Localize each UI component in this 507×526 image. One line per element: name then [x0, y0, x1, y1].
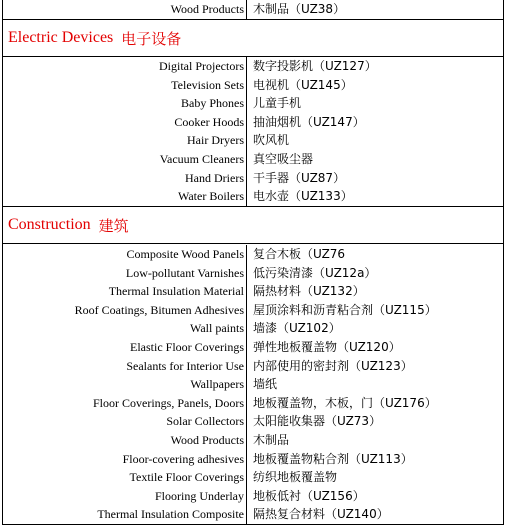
product-cn: 墙漆（UZ102）: [253, 321, 341, 336]
product-en: Hand Driers: [2, 169, 247, 188]
product-cn: 木制品: [253, 433, 290, 447]
product-cn: 弹性地板覆盖物（UZ120）: [253, 340, 401, 354]
product-cn: 电视机（UZ145）: [253, 77, 353, 92]
product-cn: 真空吸尘器: [253, 152, 314, 166]
product-en: Wall paints: [2, 319, 247, 338]
table-row: [2, 57, 504, 76]
product-cn: 地板覆盖物，木板，门（UZ176）: [253, 395, 437, 410]
product-cn: 墙纸: [253, 377, 278, 392]
product-cn: 数字投影机（UZ127）: [253, 59, 377, 73]
product-cn: 儿童手机: [253, 96, 302, 111]
table-row: [2, 113, 504, 132]
table-row: [2, 282, 504, 301]
table-row: [2, 76, 504, 95]
product-en: Roof Coatings, Bitumen Adhesives: [2, 301, 247, 320]
product-en: Thermal Insulation Composite: [2, 505, 247, 524]
product-en: Television Sets: [2, 76, 247, 95]
table-row: [2, 487, 504, 506]
table-row: [2, 187, 504, 206]
product-en: Cooker Hoods: [2, 113, 247, 132]
product-en: Elastic Floor Coverings: [2, 338, 247, 357]
table-row: [2, 431, 504, 450]
table-row: [2, 338, 504, 357]
product-cn: 复合木板（UZ76: [253, 247, 346, 261]
product-cn: 木制品（UZ38）: [253, 2, 346, 16]
product-en: Hair Dryers: [2, 131, 247, 150]
product-cn: 吹风机: [253, 133, 290, 148]
product-cn: 隔热复合材料（UZ140）: [253, 507, 389, 522]
product-cn: 地板低衬（UZ156）: [253, 488, 365, 503]
product-en: Vacuum Cleaners: [2, 150, 247, 169]
table-row: [2, 150, 504, 169]
product-en: Digital Projectors: [2, 57, 247, 76]
product-en: Solar Collectors: [2, 412, 247, 431]
product-en: Wallpapers: [2, 375, 247, 394]
product-cn: 干手器（UZ87）: [253, 170, 346, 185]
product-cn: 抽油烟机（UZ147）: [253, 114, 365, 129]
table-row: [2, 0, 504, 19]
product-en: Floor Coverings, Panels, Doors: [2, 394, 247, 413]
product-en: Water Boilers: [2, 187, 247, 206]
product-cn: 低污染清漆（UZ12a）: [253, 265, 377, 280]
section-title-cn: 建筑: [98, 216, 129, 235]
table-row: [2, 245, 504, 264]
product-cn: 电水壶（UZ133）: [253, 189, 353, 204]
product-cn: 屋顶涂料和沥青粘合剂（UZ115）: [253, 302, 437, 317]
product-en: Textile Floor Coverings: [2, 468, 247, 487]
section-header-electric-devices: [2, 19, 504, 57]
section-title-en: Electric Devices: [8, 29, 114, 46]
table-row: [2, 412, 504, 431]
product-en: Composite Wood Panels: [2, 245, 247, 264]
table-row: [2, 375, 504, 394]
product-en: Wood Products: [2, 0, 247, 19]
product-en: Low-pollutant Varnishes: [2, 264, 247, 283]
table-row: [2, 169, 504, 188]
section-title-en: Construction: [8, 216, 91, 233]
product-en: Wood Products: [2, 431, 247, 450]
table-row: [2, 94, 504, 113]
table-row: [2, 505, 504, 524]
table-row: [2, 450, 504, 469]
table-row: [2, 131, 504, 150]
section-title-cn: 电子设备: [121, 29, 182, 48]
product-cn: 内部使用的密封剂（UZ123）: [253, 358, 413, 373]
product-en: Thermal Insulation Material: [2, 282, 247, 301]
product-en: Flooring Underlay: [2, 487, 247, 506]
product-cn: 纺织地板覆盖物: [253, 470, 338, 485]
table-row: [2, 394, 504, 413]
table-row: [2, 468, 504, 487]
product-cn: 太阳能收集器（UZ73）: [253, 414, 382, 429]
table-row: [2, 264, 504, 283]
product-cn: 隔热材料（UZ132）: [253, 284, 365, 299]
product-en: Floor-covering adhesives: [2, 450, 247, 469]
product-en: Baby Phones: [2, 94, 247, 113]
table-row: [2, 319, 504, 338]
table-row: [2, 357, 504, 376]
product-cn: 地板覆盖物粘合剂（UZ113）: [253, 451, 413, 466]
table-row: [2, 301, 504, 320]
product-en: Sealants for Interior Use: [2, 357, 247, 376]
section-header-construction: [2, 206, 504, 244]
